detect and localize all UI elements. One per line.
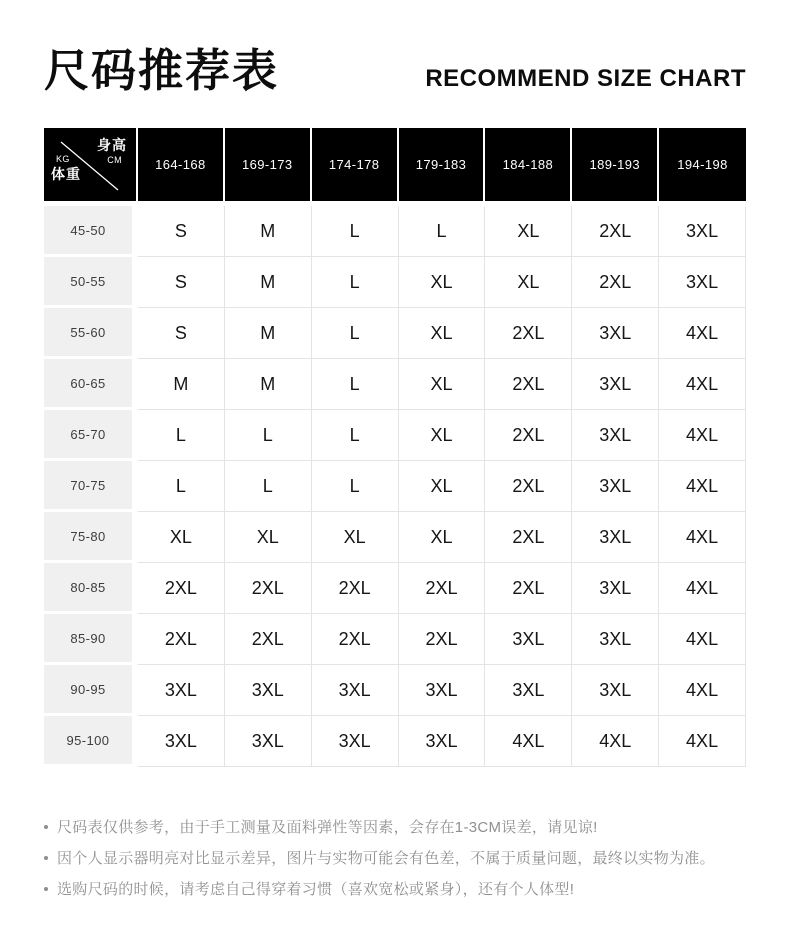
size-cell: 2XL xyxy=(138,614,225,665)
size-cell: 4XL xyxy=(659,512,746,563)
weight-row-label: 75-80 xyxy=(44,512,138,563)
weight-row-label: 55-60 xyxy=(44,308,138,359)
size-cell: 4XL xyxy=(659,716,746,767)
size-cell: M xyxy=(225,206,312,257)
size-cell: L xyxy=(312,359,399,410)
note-item xyxy=(44,842,746,873)
size-cell: 3XL xyxy=(572,665,659,716)
size-cell: 3XL xyxy=(138,716,225,767)
size-cell: 2XL xyxy=(485,359,572,410)
size-cell: 3XL xyxy=(312,716,399,767)
size-cell: 4XL xyxy=(659,614,746,665)
size-cell: 4XL xyxy=(659,563,746,614)
size-cell: L xyxy=(225,410,312,461)
height-column-header: 194-198 xyxy=(659,128,746,201)
table-body xyxy=(44,206,746,767)
size-cell: L xyxy=(312,410,399,461)
corner-height-unit: CM xyxy=(107,155,122,165)
table-header-row xyxy=(44,128,746,201)
size-cell: 2XL xyxy=(485,512,572,563)
size-cell: S xyxy=(138,308,225,359)
corner-weight-unit: KG xyxy=(56,154,70,164)
page-title-en: RECOMMEND SIZE CHART xyxy=(425,65,746,92)
size-cell: 3XL xyxy=(225,716,312,767)
size-cell: 4XL xyxy=(485,716,572,767)
size-cell: M xyxy=(225,359,312,410)
height-column-header: 169-173 xyxy=(225,128,312,201)
weight-row-label: 70-75 xyxy=(44,461,138,512)
size-cell: L xyxy=(312,461,399,512)
size-cell: 2XL xyxy=(485,563,572,614)
size-cell: 3XL xyxy=(312,665,399,716)
size-cell: 4XL xyxy=(659,359,746,410)
size-cell: 2XL xyxy=(312,614,399,665)
size-cell: 2XL xyxy=(485,410,572,461)
size-cell: 2XL xyxy=(485,461,572,512)
size-cell: 2XL xyxy=(399,614,486,665)
size-cell: XL xyxy=(312,512,399,563)
size-cell: XL xyxy=(485,206,572,257)
size-cell: 3XL xyxy=(572,614,659,665)
weight-row-label: 80-85 xyxy=(44,563,138,614)
size-cell: 2XL xyxy=(572,206,659,257)
weight-row-label: 65-70 xyxy=(44,410,138,461)
size-cell: 2XL xyxy=(485,308,572,359)
size-cell: XL xyxy=(225,512,312,563)
height-column-header: 179-183 xyxy=(399,128,486,201)
size-cell: 4XL xyxy=(659,410,746,461)
size-cell: 2XL xyxy=(399,563,486,614)
page-title-zh: 尺码推荐表 xyxy=(44,45,280,96)
size-cell: 3XL xyxy=(399,716,486,767)
size-cell: L xyxy=(312,206,399,257)
size-cell: 3XL xyxy=(399,665,486,716)
size-cell: 3XL xyxy=(572,512,659,563)
size-cell: L xyxy=(399,206,486,257)
size-cell: 4XL xyxy=(659,665,746,716)
size-cell: L xyxy=(312,257,399,308)
notes-list xyxy=(44,811,746,904)
weight-row-label: 95-100 xyxy=(44,716,138,767)
size-cell: 3XL xyxy=(659,257,746,308)
table-corner-cell xyxy=(44,128,138,201)
size-cell: S xyxy=(138,257,225,308)
size-cell: 3XL xyxy=(572,308,659,359)
height-column-header: 184-188 xyxy=(485,128,572,201)
size-cell: 2XL xyxy=(572,257,659,308)
bullet-dot-icon xyxy=(44,825,48,829)
size-cell: 4XL xyxy=(659,461,746,512)
size-cell: L xyxy=(225,461,312,512)
weight-row-label: 85-90 xyxy=(44,614,138,665)
size-cell: 2XL xyxy=(138,563,225,614)
size-cell: 2XL xyxy=(225,614,312,665)
weight-row-label: 50-55 xyxy=(44,257,138,308)
height-column-header: 174-178 xyxy=(312,128,399,201)
weight-row-label: 60-65 xyxy=(44,359,138,410)
size-cell: L xyxy=(138,461,225,512)
size-cell: XL xyxy=(485,257,572,308)
size-cell: 3XL xyxy=(572,359,659,410)
size-cell: XL xyxy=(399,461,486,512)
weight-row-label: 45-50 xyxy=(44,206,138,257)
size-cell: 4XL xyxy=(659,308,746,359)
note-text: 选购尺码的时候，请考虑自己得穿着习惯（喜欢宽松或紧身），还有个人体型! xyxy=(57,881,575,898)
size-cell: L xyxy=(312,308,399,359)
corner-weight-label: 体重 xyxy=(51,166,81,182)
size-cell: 3XL xyxy=(485,614,572,665)
size-cell: 3XL xyxy=(485,665,572,716)
size-cell: 3XL xyxy=(225,665,312,716)
size-cell: 3XL xyxy=(572,461,659,512)
size-cell: XL xyxy=(138,512,225,563)
size-cell: M xyxy=(225,308,312,359)
size-cell: 3XL xyxy=(572,563,659,614)
title-bar xyxy=(44,46,746,96)
size-cell: 2XL xyxy=(312,563,399,614)
size-cell: XL xyxy=(399,410,486,461)
size-cell: 2XL xyxy=(225,563,312,614)
size-cell: XL xyxy=(399,359,486,410)
size-cell: XL xyxy=(399,308,486,359)
size-cell: 3XL xyxy=(659,206,746,257)
note-text: 因个人显示器明亮对比显示差异，图片与实物可能会有色差，不属于质量问题，最终以实物为准。 xyxy=(57,850,715,867)
size-cell: 3XL xyxy=(138,665,225,716)
size-cell: M xyxy=(225,257,312,308)
size-cell: 4XL xyxy=(572,716,659,767)
size-cell: XL xyxy=(399,257,486,308)
bullet-dot-icon xyxy=(44,887,48,891)
size-cell: S xyxy=(138,206,225,257)
bullet-dot-icon xyxy=(44,856,48,860)
note-item xyxy=(44,811,746,842)
note-item xyxy=(44,873,746,904)
size-cell: L xyxy=(138,410,225,461)
size-table xyxy=(44,128,746,767)
height-column-header: 189-193 xyxy=(572,128,659,201)
weight-row-label: 90-95 xyxy=(44,665,138,716)
corner-height-label: 身高 xyxy=(97,137,127,153)
size-cell: 3XL xyxy=(572,410,659,461)
size-cell: M xyxy=(138,359,225,410)
note-text: 尺码表仅供参考，由于手工测量及面料弹性等因素，会存在1-3CM误差，请见谅! xyxy=(57,819,598,836)
size-cell: XL xyxy=(399,512,486,563)
height-column-header: 164-168 xyxy=(138,128,225,201)
